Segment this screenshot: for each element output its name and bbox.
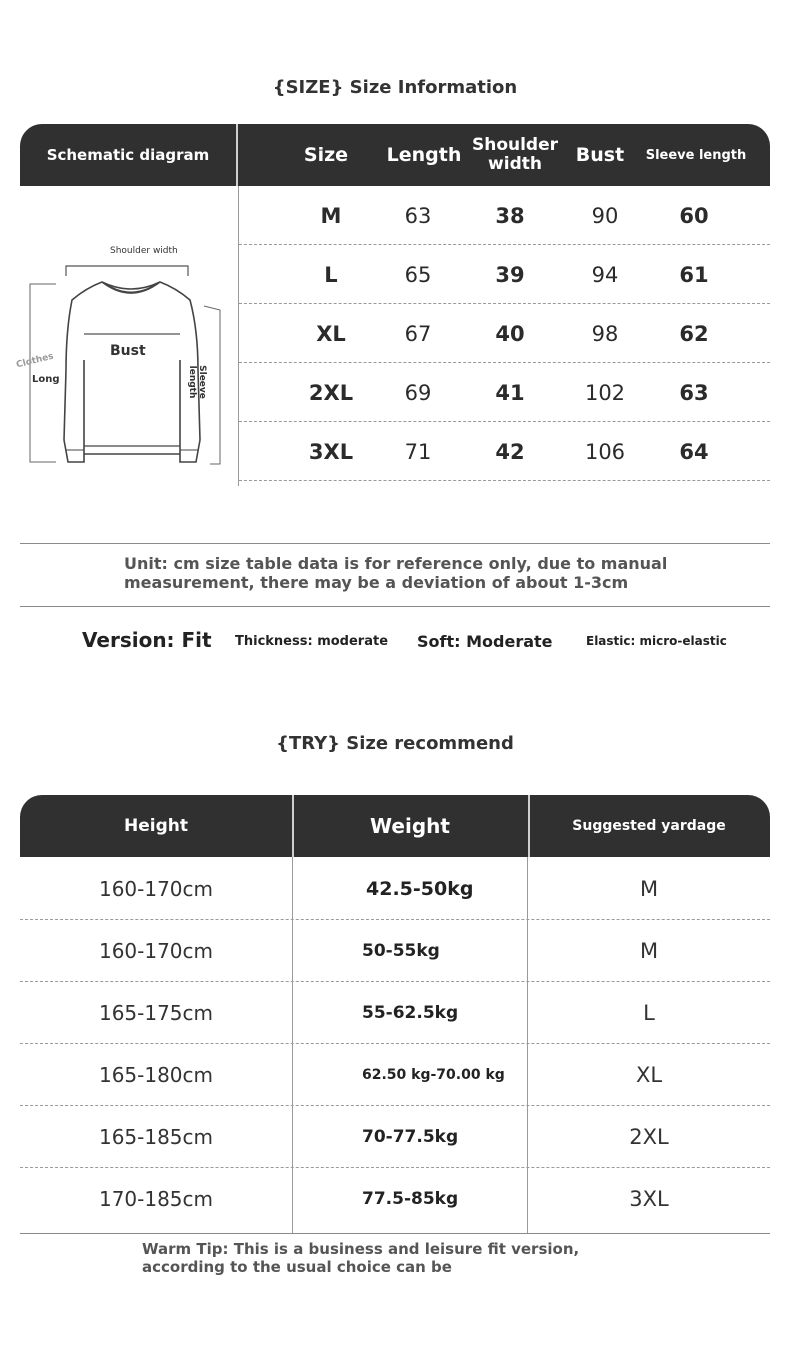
divider [20, 1233, 770, 1234]
feature-soft: Soft: Moderate [417, 632, 553, 651]
size-section-title: {SIZE} Size Information [272, 77, 518, 98]
size-cell: 3XL [308, 439, 354, 464]
diagram-label-long: Long [32, 374, 60, 385]
try-table-header [20, 795, 770, 857]
header-size: Size [303, 144, 349, 166]
weight-cell: 50-55kg [362, 941, 440, 961]
weight-cell: 42.5-50kg [366, 878, 474, 900]
yardage-cell: M [639, 877, 659, 901]
height-cell: 170-185cm [98, 1187, 214, 1211]
table-row [20, 982, 770, 1044]
sleeve-cell: 63 [679, 380, 709, 405]
size-cell: XL [316, 321, 346, 346]
shoulder-cell: 42 [495, 439, 525, 464]
header-suggested-yardage: Suggested yardage [572, 818, 726, 834]
bust-cell: 98 [591, 321, 619, 346]
header-length: Length [386, 144, 462, 166]
table-row [20, 1168, 770, 1230]
yardage-cell: M [639, 939, 659, 963]
height-cell: 160-170cm [98, 939, 214, 963]
weight-cell: 55-62.5kg [362, 1003, 459, 1023]
feature-thickness: Thickness: moderate [235, 634, 389, 649]
length-cell: 65 [404, 262, 432, 287]
product-features [0, 626, 790, 656]
shoulder-cell: 41 [495, 380, 525, 405]
length-cell: 67 [404, 321, 432, 346]
divider [20, 543, 770, 544]
bust-cell: 102 [584, 380, 626, 405]
diagram-label-clothes: Clothes [15, 351, 55, 371]
size-row [239, 422, 770, 481]
length-cell: 69 [404, 380, 432, 405]
sleeve-cell: 64 [679, 439, 709, 464]
size-cell: 2XL [308, 380, 354, 405]
header-divider [236, 124, 238, 186]
size-cell: L [324, 262, 338, 287]
bust-cell: 106 [584, 439, 626, 464]
try-section-title: {TRY} Size recommend [276, 733, 514, 754]
sweatshirt-schematic [15, 240, 230, 480]
header-height: Height [124, 816, 188, 836]
size-cell: M [320, 203, 342, 228]
length-cell: 63 [404, 203, 432, 228]
table-row [20, 920, 770, 982]
header-sleeve-length: Sleeve length [645, 147, 747, 163]
shoulder-cell: 39 [495, 262, 525, 287]
sleeve-cell: 62 [679, 321, 709, 346]
height-cell: 165-175cm [98, 1001, 214, 1025]
size-row [239, 304, 770, 363]
divider [20, 606, 770, 607]
feature-version: Version: Fit [82, 628, 212, 652]
bust-cell: 90 [591, 203, 619, 228]
yardage-cell: XL [635, 1063, 663, 1087]
diagram-label-sleeve-length: Sleeve length [187, 365, 207, 399]
feature-elastic: Elastic: micro-elastic [586, 634, 727, 648]
shoulder-cell: 40 [495, 321, 525, 346]
header-shoulder-width: Shoulder width [471, 135, 559, 174]
size-row [239, 186, 770, 245]
table-row [20, 858, 770, 920]
warm-tip: Warm Tip: This is a business and leisure fit version, according to the usual choice can be [142, 1240, 580, 1276]
yardage-cell: 3XL [629, 1187, 669, 1211]
bust-cell: 94 [591, 262, 619, 287]
diagram-label-bust: Bust [110, 343, 146, 359]
diagram-label-shoulder-width: Shoulder width [110, 246, 178, 256]
sleeve-cell: 61 [679, 262, 709, 287]
height-cell: 165-180cm [98, 1063, 214, 1087]
length-cell: 71 [404, 439, 432, 464]
yardage-cell: L [643, 1001, 655, 1025]
table-row [20, 1106, 770, 1168]
measurement-note: Unit: cm size table data is for reference only, due to manual measurement, there may be a deviation of about 1-3cm [124, 554, 668, 592]
header-weight: Weight [370, 814, 450, 838]
weight-cell: 77.5-85kg [362, 1189, 459, 1209]
size-row [239, 245, 770, 304]
sleeve-cell: 60 [679, 203, 709, 228]
weight-cell: 62.50 kg-70.00 kg [362, 1067, 505, 1083]
header-schematic-diagram: Schematic diagram [46, 146, 210, 164]
header-bust: Bust [575, 144, 625, 166]
size-row [239, 363, 770, 422]
yardage-cell: 2XL [629, 1125, 669, 1149]
weight-cell: 70-77.5kg [362, 1127, 459, 1147]
height-cell: 160-170cm [98, 877, 214, 901]
height-cell: 165-185cm [98, 1125, 214, 1149]
size-table-header [20, 124, 770, 186]
table-row [20, 1044, 770, 1106]
shoulder-cell: 38 [495, 203, 525, 228]
